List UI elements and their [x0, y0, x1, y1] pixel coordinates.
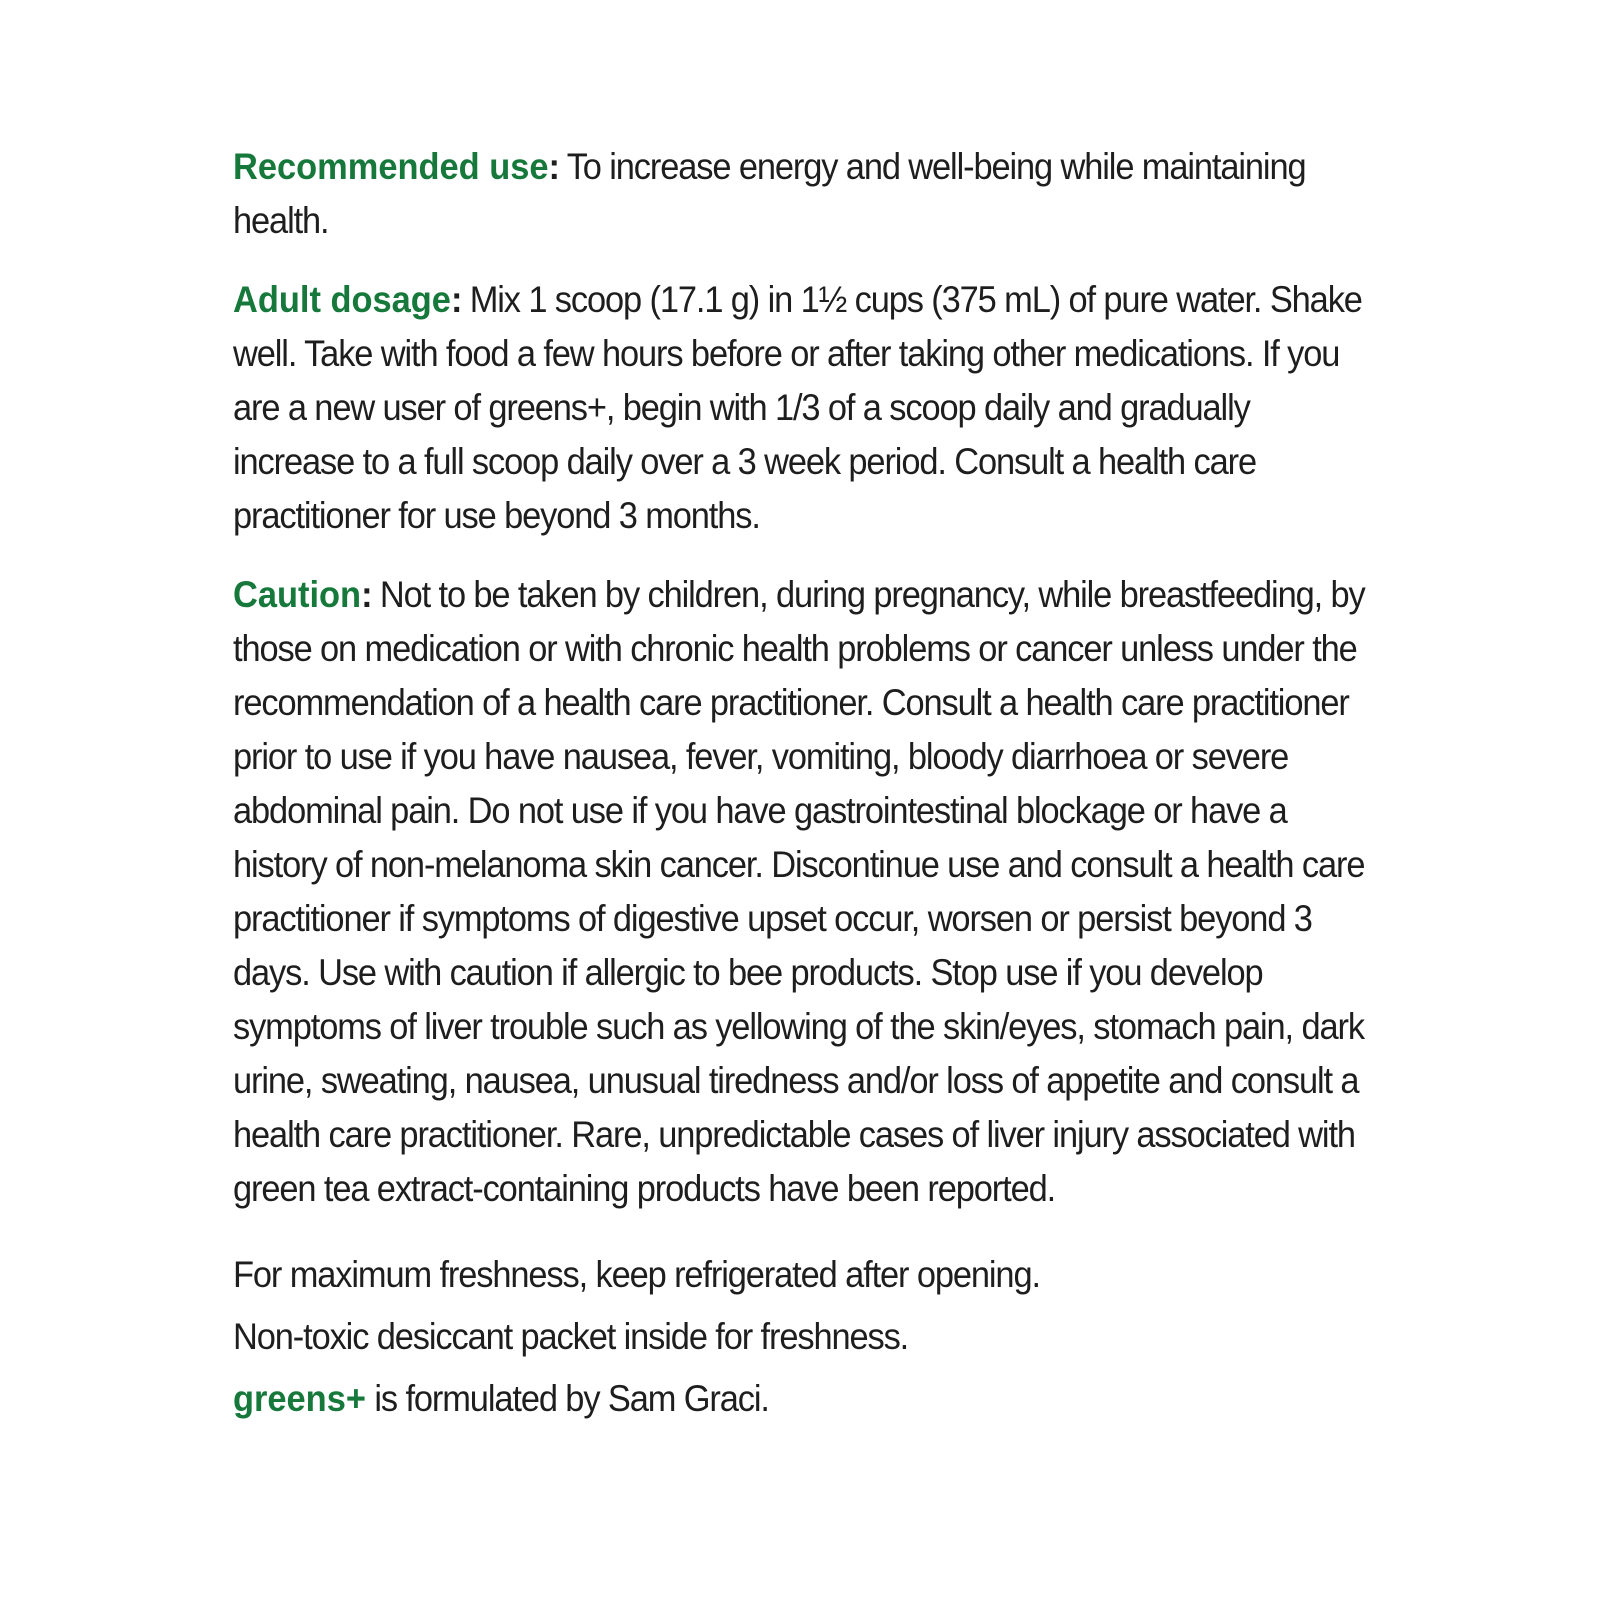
formulator-text: is formulated by Sam Graci. [365, 1378, 769, 1419]
desiccant-note: Non-toxic desiccant packet inside for freshness. [233, 1316, 909, 1357]
caution-paragraph [233, 568, 1377, 1216]
recommended-use-colon: : [548, 146, 559, 187]
recommended-use-paragraph [233, 140, 1377, 248]
recommended-use-text: To increase energy and well-being while maintaining health. [233, 146, 1306, 241]
adult-dosage-colon: : [450, 279, 462, 320]
label-text-content [233, 140, 1373, 1430]
caution-text: Not to be taken by children, during pregnancy, while breastfeeding, by those on medication or with chronic health problems or cancer unless under the recommendation of a health care practitioner. Consult a health care practitioner prior to use if you have nausea, fever, vomiting, bloody diarrhoea or severe abdominal pain. Do not use if you have gastrointestinal blockage or have a history of non-melanoma skin cancer. Discontinue use and consult a health care practitioner if symptoms of digestive upset occur, worsen or persist beyond 3 days. Use with caution if allergic to bee products. Stop use if you develop symptoms of liver trouble such as yellowing of the skin/eyes, stomach pain, dark urine, sweating, nausea, unusual tiredness and/or loss of appetite and consult a health care practitioner. Rare, unpredictable cases of liver injury associated with green tea extract-containing products have been reported. [233, 574, 1365, 1209]
brand-name: greens+ [233, 1378, 366, 1419]
adult-dosage-label: Adult dosage [233, 279, 451, 320]
adult-dosage-text: Mix 1 scoop (17.1 g) in 1½ cups (375 mL) of pure water. Shake well. Take with food a few hours before or after taking other medications. If you are a new user of greens+, begin with 1/3 of a scoop daily and gradually increase to a full scoop daily over a 3 week period. Consult a health care practitioner for use beyond 3 months. [233, 279, 1362, 536]
formulator-note [233, 1368, 1377, 1430]
caution-label: Caution [233, 574, 362, 615]
adult-dosage-paragraph [233, 273, 1377, 543]
storage-note: For maximum freshness, keep refrigerated after opening. [233, 1254, 1040, 1295]
caution-colon: : [361, 574, 372, 615]
recommended-use-label: Recommended use [233, 146, 549, 187]
